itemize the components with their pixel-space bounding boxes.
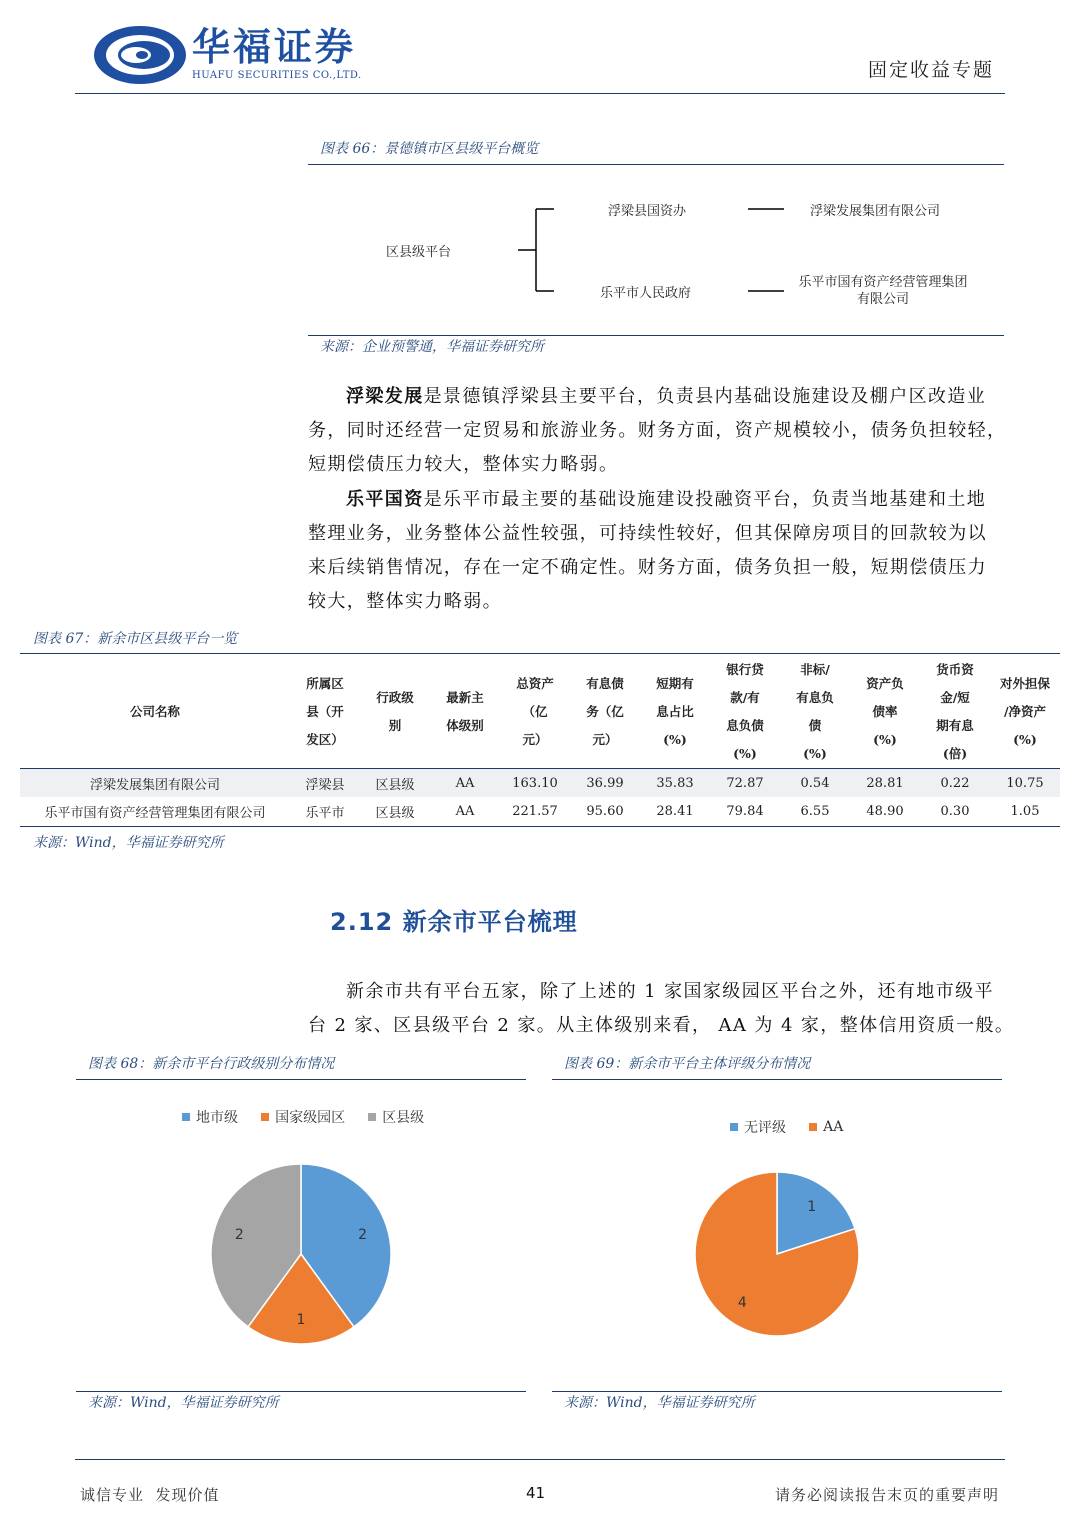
org-company-fuliang: 浮梁发展集团有限公司: [810, 204, 941, 219]
footer-slogan: 诚信专业 发现价值: [80, 1486, 220, 1504]
col-header-total-assets: 总资产 （亿 元）: [516, 676, 554, 747]
brand-logo: [92, 24, 362, 86]
fig66-source: 来源：企业预警通，华福证券研究所: [320, 339, 544, 355]
fig69-source: 来源：Wind，华福证券研究所: [564, 1395, 755, 1411]
fig68-top-rule: [76, 1079, 526, 1080]
col-header-company: 公司名称: [129, 704, 180, 719]
admin-pie-data-label-2: 2: [234, 1226, 244, 1243]
legend-swatch-aa: [809, 1123, 817, 1131]
table-row: 浮梁发展集团有限公司 浮梁县 区县级 AA 163.10 36.99 35.83 72.87 0.54 28.81 0.22 10.75: [20, 769, 1060, 798]
legend-item: 无评级: [730, 1117, 786, 1137]
admin-pie-data-label-1: 1: [296, 1311, 306, 1328]
legend-swatch-county: [368, 1113, 376, 1121]
logo-en-text: HUAFU SECURITIES CO.,LTD.: [192, 70, 362, 81]
legend-item: AA: [809, 1119, 843, 1135]
org-owner-fuliang: 浮梁县国资办: [608, 204, 687, 219]
footer-disclaimer: 请务必阅读报告末页的重要声明: [775, 1486, 1000, 1504]
org-company-leping-line2: 有限公司: [856, 292, 909, 307]
section-header: 固定收益专题: [868, 59, 995, 81]
page-number: 41: [526, 1484, 546, 1502]
col-header-interest-debt: 有息债 务（亿 元）: [586, 676, 624, 747]
fig67-caption: 图表 67：新余市区县级平台一览: [33, 631, 238, 647]
col-header-guarantee-ratio: 对外担保 /净资产 (%): [999, 676, 1050, 747]
org-owner-leping: 乐平市人民政府: [600, 286, 692, 301]
legend-swatch-city: [182, 1113, 190, 1121]
fig67-bottom-rule: [20, 826, 1060, 827]
org-company-leping: [788, 274, 978, 308]
org-company-leping-line1: 乐平市国有资产经营管理集团: [798, 275, 968, 290]
col-header-admin-level: 行政级 别: [376, 690, 414, 733]
fig68-source: 来源：Wind，华福证券研究所: [88, 1395, 279, 1411]
fig69-caption: 图表 69：新余市平台主体评级分布情况: [564, 1056, 811, 1072]
org-chart: [308, 170, 1004, 330]
rating-pie-data-label-0: 1: [807, 1199, 817, 1216]
fig66-caption: 图表 66：景德镇市区县级平台概览: [320, 141, 539, 157]
platform-table-wrap: [20, 656, 1060, 825]
table-row: 乐平市国有资产经营管理集团有限公司 乐平市 区县级 AA 221.57 95.60 28.41 79.84 6.55 48.90 0.30 1.05: [44, 803, 1040, 821]
col-header-short-term-ratio: 短期有 息占比 (%): [656, 676, 694, 747]
fig67-source: 来源：Wind，华福证券研究所: [33, 835, 224, 851]
platform-table-body: [20, 769, 1060, 826]
pie-chart-admin-level: [151, 1130, 451, 1370]
huafu-logo-icon: [92, 24, 188, 86]
org-root-node: 区县级平台: [386, 245, 452, 260]
paragraph-leping: 乐平国资是乐平市最主要的基础设施建设投融资平台，负责当地基建和土地 整理业务，业务整体公益性较强，可持续性较好，但其保障房项目的回款较为以 来后续销售情况，存在一定不确定性。财务方面，债务负担一般，短期偿债压力 较大，整体实力略弱。: [308, 489, 987, 612]
col-header-district: 所属区 县（开 发区）: [306, 676, 344, 747]
paragraph-xinyu: 新余市共有平台五家，除了上述的 1 家国家级园区平台之外，还有地市级平 台 2 家、区县级平台 2 家。从主体级别来看， AA 为 4 家，整体信用资质一般。: [308, 981, 1015, 1036]
legend-item: 地市级: [182, 1107, 238, 1127]
section-title: 2.12 新余市平台梳理: [330, 908, 578, 936]
col-header-cash-coverage: 货币资 金/短 期有息 (倍): [936, 662, 974, 761]
fig69-legend: [730, 1116, 861, 1137]
rating-pie-data-label-1: 4: [737, 1294, 747, 1311]
col-header-nonstandard-ratio: 非标/ 有息负 债 (%): [796, 662, 834, 761]
logo-cn-text: 华福证券: [192, 25, 357, 69]
col-header-rating: 最新主 体级别: [446, 690, 484, 733]
fig67-top-rule: [20, 653, 1060, 654]
fig66-top-rule: [308, 164, 1004, 165]
admin-pie-data-label-0: 2: [358, 1226, 368, 1243]
paragraph-leping-bold: 乐平国资: [346, 489, 424, 510]
fig68-caption: 图表 68：新余市平台行政级别分布情况: [88, 1056, 335, 1072]
legend-item: 区县级: [368, 1107, 424, 1127]
pie-chart-rating: [627, 1145, 927, 1365]
paragraph-fuliang-bold: 浮梁发展: [346, 386, 424, 407]
platform-table: [20, 656, 1060, 825]
fig68-legend: [182, 1106, 442, 1127]
fig69-top-rule: [552, 1079, 1002, 1080]
col-header-debt-ratio: 资产负 债率 (%): [866, 676, 904, 747]
col-header-bank-loan-ratio: 银行贷 款/有 息负债 (%): [726, 662, 764, 761]
legend-swatch-unrated: [730, 1123, 738, 1131]
paragraph-fuliang: 浮梁发展是景德镇浮梁县主要平台，负责县内基础设施建设及棚户区改造业 务，同时还经营一定贸易和旅游业务。财务方面，资产规模较小，债务负担较轻， 短期偿债压力较大，整体实力略弱。: [308, 386, 1007, 475]
footer-rule: [75, 1459, 1005, 1460]
header-rule: [75, 93, 1005, 94]
legend-item: 国家级园区: [261, 1107, 345, 1127]
legend-swatch-national-park: [261, 1113, 269, 1121]
